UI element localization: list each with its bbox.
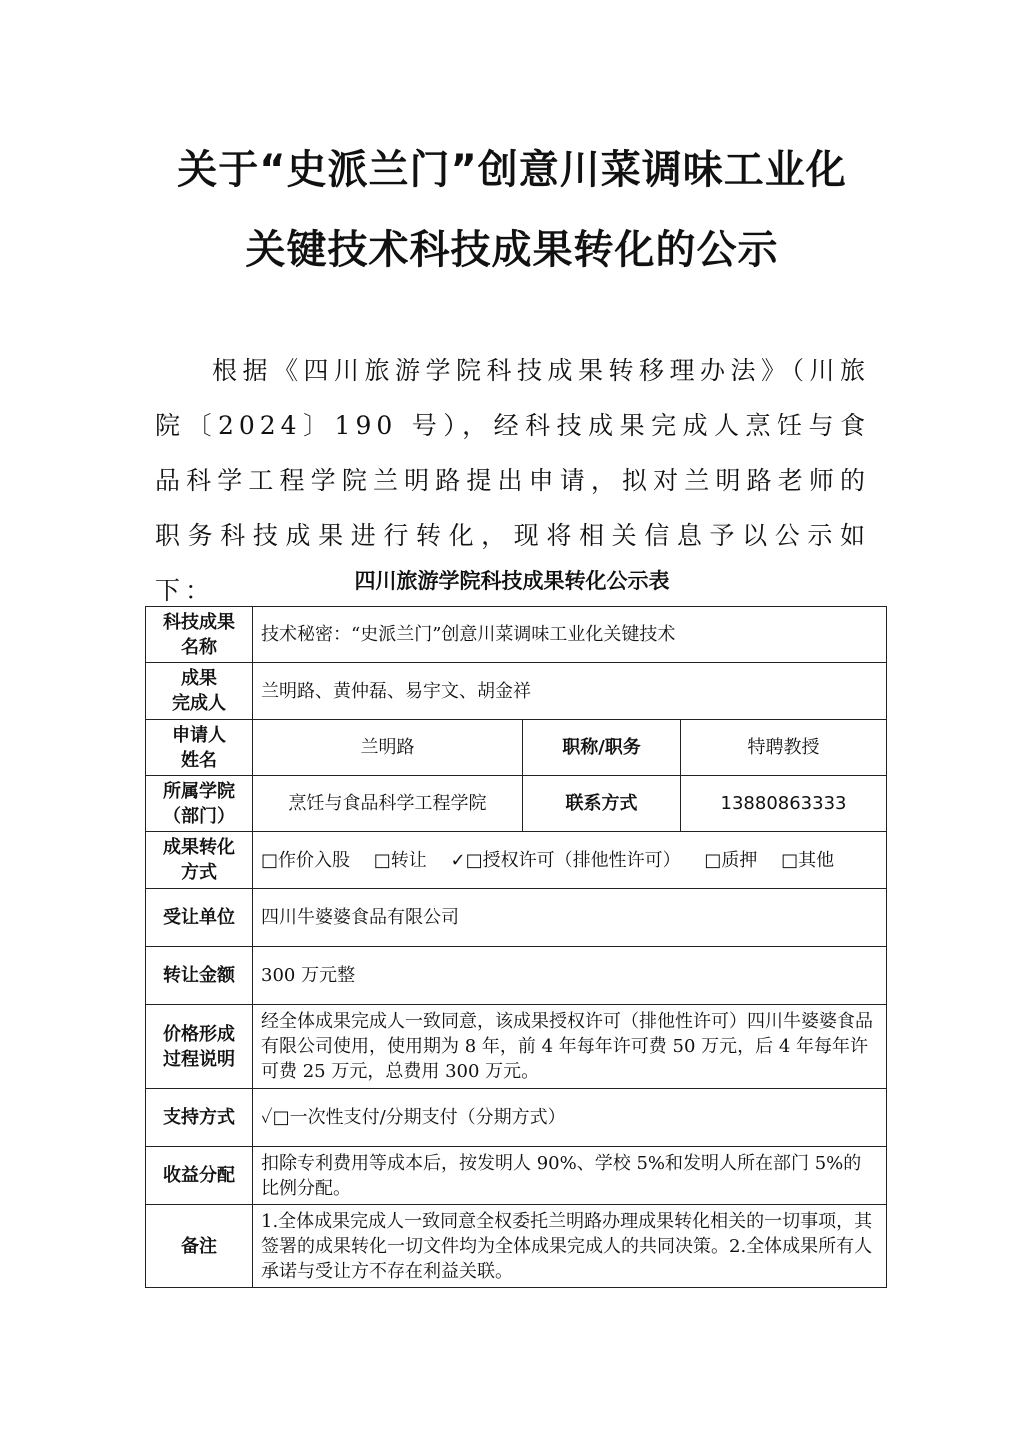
label-contact: 联系方式 xyxy=(523,776,681,832)
value-remarks: 1.全体成果完成人一致同意全权委托兰明路办理成果转化相关的一切事项，其签署的成果转化一切文件均为全体成果完成人的共同决策。2.全体成果所有人承诺与受让方不存在利益关联。 xyxy=(253,1205,887,1288)
label-pricing xyxy=(146,1005,253,1089)
row-revenue-split xyxy=(146,1147,887,1205)
document-title-line-2: 关键技术科技成果转化的公示 xyxy=(245,227,779,273)
document-title-line-1: 关于“史派兰门”创意川菜调味工业化 xyxy=(177,147,847,193)
option-transfer-checkbox: □转让 xyxy=(373,849,427,871)
value-amount: 300 万元整 xyxy=(253,947,887,1005)
label-line: 方式 xyxy=(181,862,217,883)
label-line: 过程说明 xyxy=(163,1048,235,1070)
option-license-checkbox: ✓□授权许可（排他性许可） xyxy=(450,849,681,871)
value-payment: ✓□一次性支付/分期支付（分期方式） xyxy=(253,1089,887,1147)
label-title-position: 职称/职务 xyxy=(523,720,681,776)
value-department: 烹饪与食品科学工程学院 xyxy=(253,776,523,832)
row-achievement-name xyxy=(146,607,887,663)
row-transfer-method xyxy=(146,832,887,889)
value-title-position: 特聘教授 xyxy=(681,720,887,776)
label-remarks: 备注 xyxy=(146,1205,253,1288)
label-line: 姓名 xyxy=(181,749,217,771)
value-transfer-method xyxy=(253,832,887,889)
row-payment xyxy=(146,1089,887,1147)
row-transferee xyxy=(146,889,887,947)
label-line: 完成人 xyxy=(172,693,226,714)
row-completers xyxy=(146,663,887,720)
value-transferee: 四川牛婆婆食品有限公司 xyxy=(253,889,887,947)
label-line: 成果 xyxy=(181,668,217,689)
value-revenue-split: 扣除专利费用等成本后，按发明人 90%、学校 5%和发明人所在部门 5%的比例分配。 xyxy=(253,1147,887,1205)
label-transfer-method xyxy=(146,832,253,889)
option-pledge-checkbox: □质押 xyxy=(704,849,758,871)
value-completers: 兰明路、黄仲磊、易宇文、胡金祥 xyxy=(253,663,887,720)
value-achievement-name: 技术秘密：“史派兰门”创意川菜调味工业化关键技术 xyxy=(253,607,887,663)
disclosure-table xyxy=(145,606,887,1288)
label-payment: 支持方式 xyxy=(146,1089,253,1147)
label-revenue-split: 收益分配 xyxy=(146,1147,253,1205)
value-pricing: 经全体成果完成人一致同意，该成果授权许可（排他性许可）四川牛婆婆食品有限公司使用，使用期为 8 年，前 4 年每年许可费 50 万元，后 4 年每年许可费 25 万元，总费用 300 万元。 xyxy=(253,1005,887,1089)
option-equity-checkbox: □作价入股 xyxy=(261,849,351,871)
label-line: 成果转化 xyxy=(163,837,235,858)
label-line: 科技成果 xyxy=(163,611,235,633)
label-line: 所属学院 xyxy=(163,780,235,802)
intro-paragraph: 根据《四川旅游学院科技成果转移理办法》（川旅院〔2024〕190 号），经科技成果完成人烹饪与食品科学工程学院兰明路提出申请，拟对兰明路老师的职务科技成果进行转化，现将相关信息予以公示如下： xyxy=(155,356,870,605)
label-completers xyxy=(146,663,253,720)
row-pricing xyxy=(146,1005,887,1089)
value-contact: 13880863333 xyxy=(681,776,887,832)
label-line: 申请人 xyxy=(172,724,226,746)
label-achievement-name xyxy=(146,607,253,663)
label-amount: 转让金额 xyxy=(146,947,253,1005)
option-other-checkbox: □其他 xyxy=(781,849,835,871)
row-amount xyxy=(146,947,887,1005)
row-department xyxy=(146,776,887,832)
table-caption: 四川旅游学院科技成果转化公示表 xyxy=(354,569,670,593)
row-remarks xyxy=(146,1205,887,1288)
value-applicant: 兰明路 xyxy=(253,720,523,776)
label-transferee: 受让单位 xyxy=(146,889,253,947)
row-applicant xyxy=(146,720,887,776)
label-department xyxy=(146,776,253,832)
label-line: （部门） xyxy=(163,805,235,827)
label-applicant xyxy=(146,720,253,776)
label-line: 名称 xyxy=(181,636,217,658)
label-line: 价格形成 xyxy=(163,1023,235,1045)
